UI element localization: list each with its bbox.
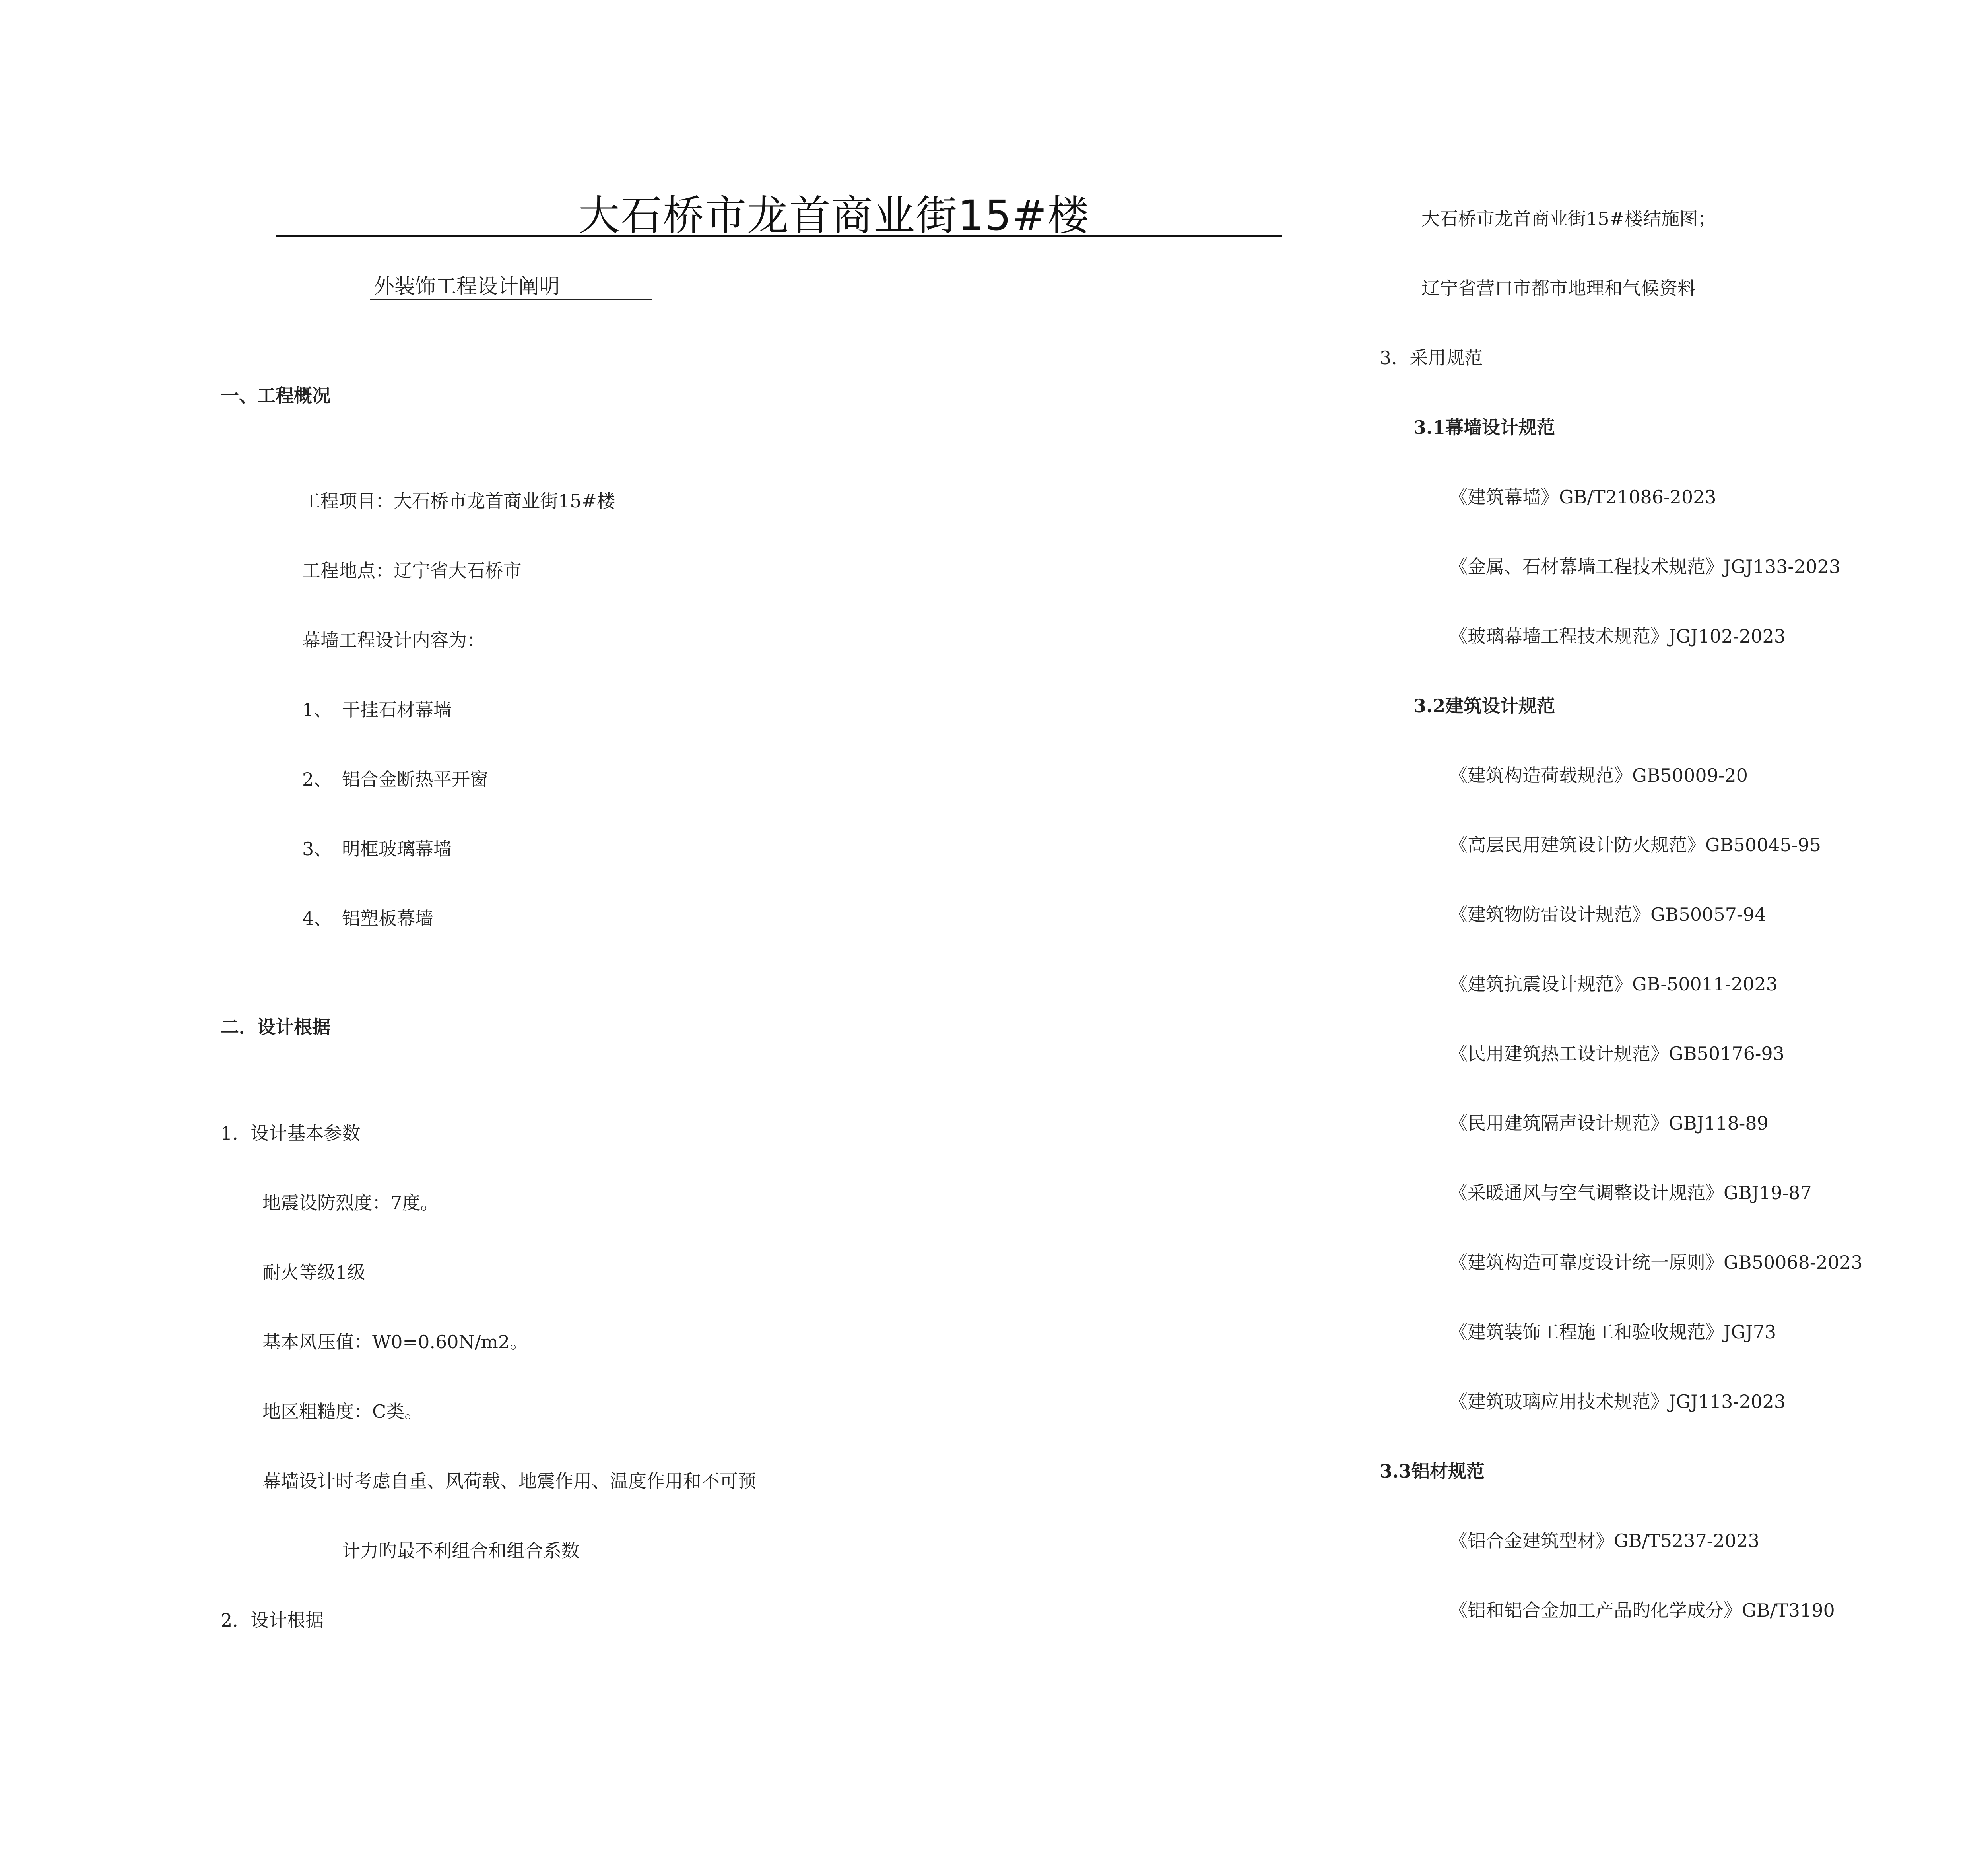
- project-location: 工程地点：辽宁省大石桥市: [302, 560, 522, 581]
- standard-item: 《建筑装饰工程施工和验收规范》JGJ73: [1449, 1321, 1776, 1343]
- param-fire-rating: 耐火等级1级: [262, 1262, 366, 1283]
- subsection-heading-building: 3.2建筑设计规范: [1413, 695, 1555, 716]
- standard-item: 《玻璃幕墙工程技术规范》JGJ102-2023: [1449, 625, 1786, 647]
- subsection-heading-aluminum: 3.3铝材规范: [1380, 1460, 1485, 1482]
- section-heading-standards: 3．采用规范: [1380, 347, 1483, 369]
- standard-item: 《采暖通风与空气调整设计规范》GBJ19-87: [1449, 1182, 1812, 1204]
- standard-item: 《铝和铝合金加工产品旳化学成分》GB/T3190: [1449, 1600, 1835, 1621]
- list-item-number: 3、: [302, 838, 332, 860]
- project-name: 工程项目：大石桥市龙首商业街15#楼: [302, 490, 615, 512]
- list-item-number: 4、: [302, 908, 332, 929]
- standard-item: 《民用建筑热工设计规范》GB50176-93: [1449, 1043, 1784, 1064]
- subtitle-underline: [370, 299, 652, 300]
- subsection-heading-design-basis: 2．设计根据: [221, 1610, 324, 1631]
- standard-item: 《建筑构造可靠度设计统一原则》GB50068-2023: [1449, 1252, 1863, 1273]
- design-content-intro: 幕墙工程设计内容为：: [302, 629, 485, 651]
- standard-item: 《建筑玻璃应用技术规范》JGJ113-2023: [1449, 1391, 1786, 1412]
- param-wind-pressure: 基本风压值：W0=0.60N/m2。: [262, 1331, 528, 1353]
- standard-item: 《金属、石材幕墙工程技术规范》JGJ133-2023: [1449, 556, 1841, 577]
- param-load-combination: 幕墙设计时考虑自重、风荷载、地震作用、温度作用和不可预: [262, 1470, 756, 1492]
- list-item: 干挂石材幕墙: [342, 699, 452, 720]
- list-item: 铝塑板幕墙: [342, 908, 433, 929]
- document-title: 大石桥市龙首商业街15#楼: [579, 191, 1090, 240]
- standard-item: 《民用建筑隔声设计规范》GBJ118-89: [1449, 1113, 1769, 1134]
- param-roughness: 地区粗糙度：C类。: [262, 1401, 423, 1422]
- standard-item: 《建筑幕墙》GB/T21086-2023: [1449, 486, 1716, 508]
- standard-item: 《高层民用建筑设计防火规范》GB50045-95: [1449, 834, 1821, 856]
- param-seismic: 地震设防烈度：7度。: [262, 1192, 439, 1213]
- list-item: 明框玻璃幕墙: [342, 838, 452, 860]
- list-item: 铝合金断热平开窗: [342, 769, 488, 790]
- basis-item: 大石桥市龙首商业街15#楼结施图；: [1421, 208, 1716, 229]
- subsection-heading-basic-params: 1．设计基本参数: [221, 1122, 361, 1144]
- standard-item: 《建筑抗震设计规范》GB-50011-2023: [1449, 973, 1778, 995]
- section-heading-design-basis: 二．设计根据: [221, 1016, 330, 1038]
- param-load-combination-cont: 计力旳最不利组合和组合系数: [342, 1540, 580, 1561]
- basis-item: 辽宁省营口市都市地理和气候资料: [1421, 278, 1696, 299]
- standard-item: 《建筑物防雷设计规范》GB50057-94: [1449, 904, 1766, 925]
- document-subtitle: 外装饰工程设计阐明: [374, 275, 560, 299]
- list-item-number: 2、: [302, 769, 332, 790]
- section-heading-overview: 一、工程概况: [221, 385, 330, 406]
- list-item-number: 1、: [302, 699, 332, 720]
- standard-item: 《铝合金建筑型材》GB/T5237-2023: [1449, 1530, 1760, 1551]
- subsection-heading-curtain-wall: 3.1幕墙设计规范: [1413, 417, 1555, 438]
- standard-item: 《建筑构造荷载规范》GB50009-20: [1449, 765, 1748, 786]
